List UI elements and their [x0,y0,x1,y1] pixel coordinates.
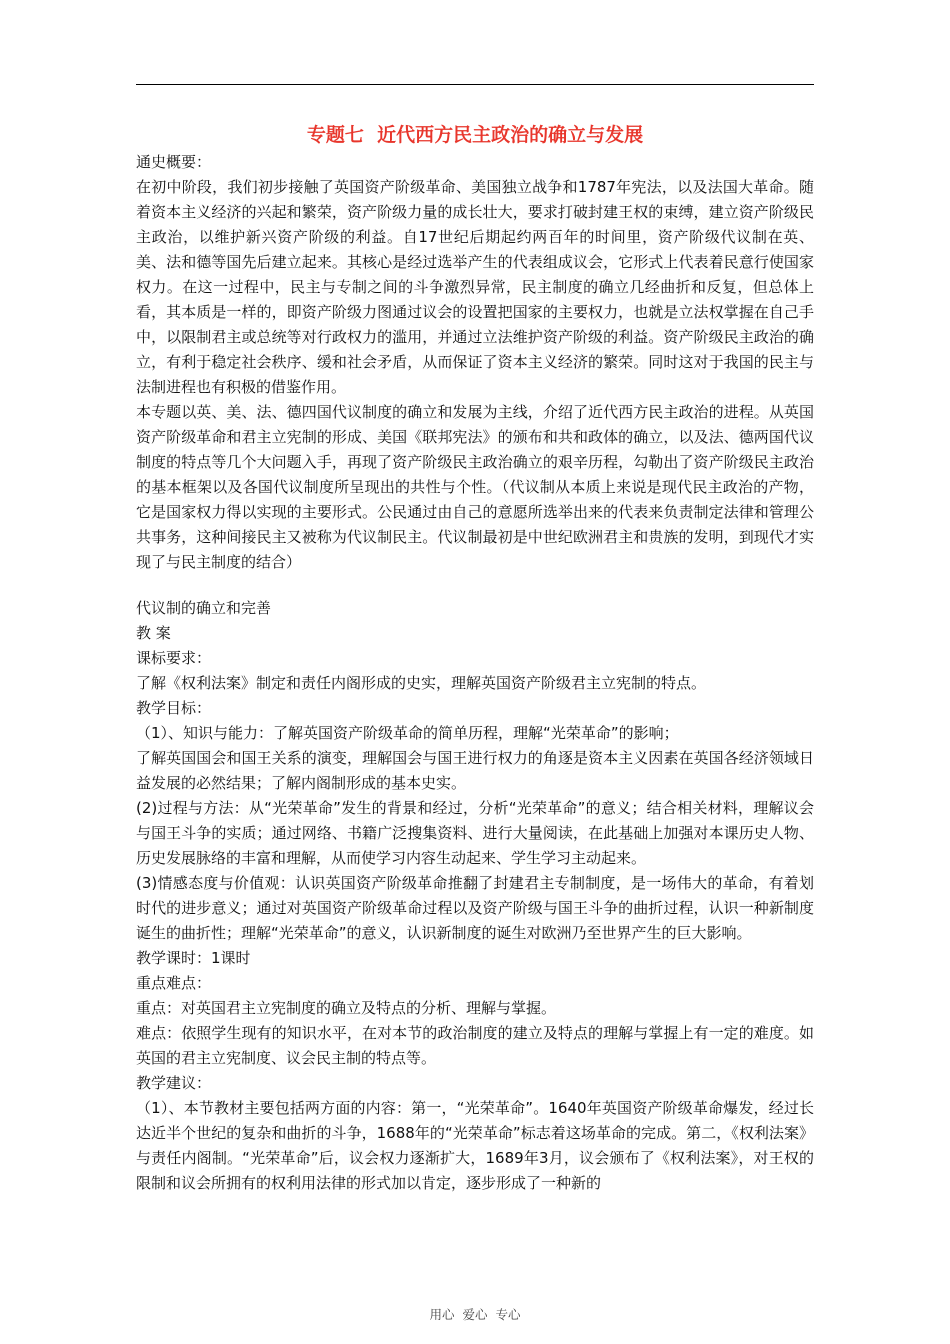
goal-knowledge-continued: 了解英国国会和国王关系的演变，理解国会与国王进行权力的角逐是资本主义因素在英国各经济领域日益发展的必然结果；了解内阁制形成的基本史实。 [136,749,814,792]
document-body [136,150,814,1196]
page-title: 专题七 近代西方民主政治的确立与发展 [306,124,644,146]
goals-label: 教学目标： [136,699,212,717]
overview-paragraph-1: 在初中阶段，我们初步接触了英国资产阶级革命、美国独立战争和1787年宪法，以及法国大革命。随着资本主义经济的兴起和繁荣，资产阶级力量的成长壮大，要求打破封建王权的束缚，建立资产阶级民主政治，以维护新兴资产阶级的利益。自17世纪后期起约两百年的时间里，资产阶级代议制在英、美、法和德等国先后建立起来。其核心是经过选举产生的代表组成议会，它形式上代表着民意行使国家权力。在这一过程中，民主与专制之间的斗争激烈异常，民主制度的确立几经曲折和反复，但总体上看，其本质是一样的，即资产阶级力图通过议会的设置把国家的主要权力，也就是立法权掌握在自己手中，以限制君主或总统等对行政权力的滥用，并通过立法维护资产阶级的利益。资产阶级民主政治的确立，有利于稳定社会秩序、缓和社会矛盾，从而保证了资本主义经济的繁荣。同时这对于我国的民主与法制进程也有积极的借鉴作用。 [136,178,814,396]
lesson-plan-label: 教 案 [136,624,171,642]
paragraph-gap [136,575,814,596]
section-title: 代议制的确立和完善 [136,599,272,617]
goal-knowledge: （1）、知识与能力：了解英国资产阶级革命的简单历程，理解“光荣革命”的影响； [136,724,679,742]
key-points-label: 重点难点： [136,974,212,992]
key-point: 重点：对英国君主立宪制度的确立及特点的分析、理解与掌握。 [136,999,557,1017]
difficulty-point: 难点：依照学生现有的知识水平，在对本节的政治制度的建立及特点的理解与掌握上有一定的难度。如英国的君主立宪制度、议会民主制的特点等。 [136,1024,814,1067]
teaching-hours: 教学课时：1课时 [136,949,251,967]
standards-text: 了解《权利法案》制定和责任内阁形成的史实，理解英国资产阶级君主立宪制的特点。 [136,674,707,692]
standards-label: 课标要求： [136,649,212,667]
goal-process: (2)过程与方法：从“光荣革命”发生的背景和经过，分析“光荣革命”的意义；结合相关材料，理解议会与国王斗争的实质；通过网络、书籍广泛搜集资料、进行大量阅读，在此基础上加强对本课历史人物、历史发展脉络的丰富和理解，从而使学习内容生动起来、学生学习主动起来。 [136,799,814,867]
page-footer: 用心 爱心 专心 [429,1307,521,1322]
overview-heading: 通史概要： [136,153,212,171]
advice-paragraph-1: （1）、本节教材主要包括两方面的内容：第一，“光荣革命”。1640年英国资产阶级革命爆发，经过长达近半个世纪的复杂和曲折的斗争，1688年的“光荣革命”标志着这场革命的完成。第二，《权利法案》与责任内阁制。“光荣革命”后，议会权力逐渐扩大，1689年3月，议会颁布了《权利法案》，对王权的限制和议会所拥有的权利用法律的形式加以肯定，逐步形成了一种新的 [136,1099,814,1192]
overview-paragraph-2: 本专题以英、美、法、德四国代议制度的确立和发展为主线，介绍了近代西方民主政治的进程。从英国资产阶级革命和君主立宪制的形成、美国《联邦宪法》的颁布和共和政体的确立，以及法、德两国代议制度的特点等几个大问题入手，再现了资产阶级民主政治确立的艰辛历程，勾勒出了资产阶级民主政治的基本框架以及各国代议制度所呈现出的共性与个性。（代议制从本质上来说是现代民主政治的产物，它是国家权力得以实现的主要形式。公民通过由自己的意愿所选举出来的代表来负责制定法律和管理公共事务，这种间接民主又被称为代议制民主。代议制最初是中世纪欧洲君主和贵族的发明，到现代才实现了与民主制度的结合） [136,403,814,571]
goal-values: (3)情感态度与价值观：认识英国资产阶级革命推翻了封建君主专制制度，是一场伟大的革命，有着划时代的进步意义；通过对英国资产阶级革命过程以及资产阶级与国王斗争的曲折过程，认识一种新制度诞生的曲折性；理解“光荣革命”的意义，认识新制度的诞生对欧洲乃至世界产生的巨大影响。 [136,874,814,942]
advice-label: 教学建议： [136,1074,212,1092]
header-rule [136,84,814,85]
